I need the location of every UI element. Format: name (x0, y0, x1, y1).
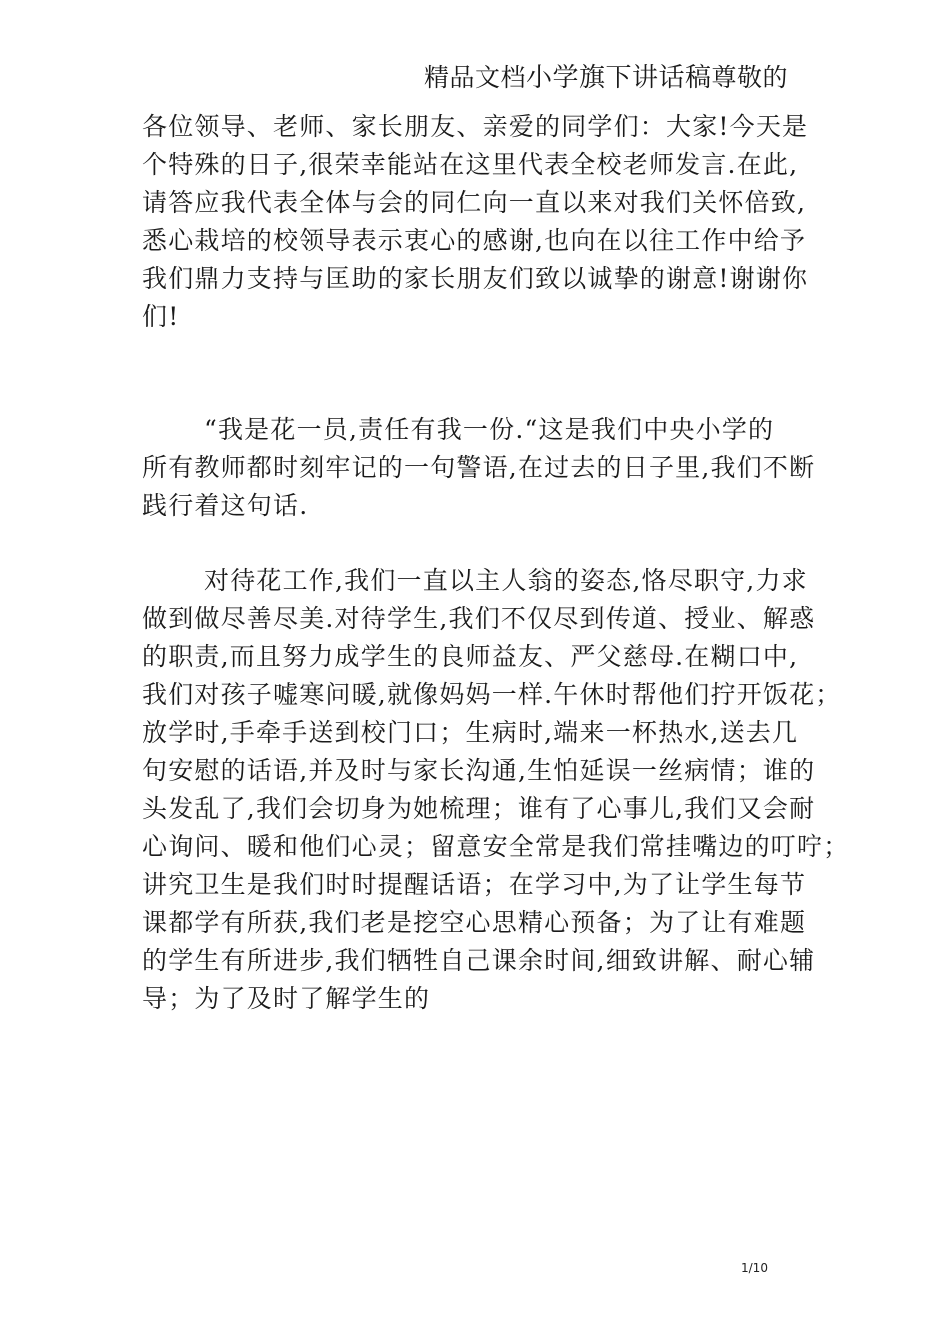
paragraph-line: 们! (142, 302, 180, 331)
paragraph-line: 我们对孩子嘘寒问暖,就像妈妈一样.午休时帮他们拧开饭花； (142, 680, 842, 709)
paragraph-line: 头发乱了,我们会切身为她梳理；谁有了心事儿,我们又会耐 (142, 794, 816, 823)
paragraph-line: 我们鼎力支持与匡助的家长朋友们致以诚挚的谢意!谢谢你 (142, 264, 809, 293)
paragraph-line: “我是花一员,责任有我一份.“这是我们中央小学的 (204, 415, 775, 444)
paragraph-1 (142, 108, 832, 336)
paragraph-line: 各位领导、老师、家长朋友、亲爱的同学们：大家!今天是 (142, 112, 809, 141)
document-title: 小学旗下讲话稿 (526, 63, 712, 93)
paragraph-line: 的职责,而且努力成学生的良师益友、严父慈母.在糊口中, (142, 642, 799, 671)
paragraph-3 (142, 562, 850, 1018)
paragraph-line: 做到做尽善尽美.对待学生,我们不仅尽到传道、授业、解惑 (142, 604, 816, 633)
page-number: 1/10 (741, 1261, 768, 1275)
paragraph-line: 课都学有所获,我们老是挖空心思精心预备；为了让有难题 (142, 908, 807, 937)
header-line (424, 60, 788, 96)
header-suffix: 尊敬的 (711, 63, 789, 92)
paragraph-line: 个特殊的日子,很荣幸能站在这里代表全校老师发言.在此, (142, 150, 799, 179)
paragraph-line: 讲究卫生是我们时时提醒话语；在学习中,为了让学生每节 (142, 870, 807, 899)
paragraph-line: 践行着这句话. (142, 491, 309, 520)
paragraph-line: 导；为了及时了解学生的 (142, 984, 431, 1013)
paragraph-line: 请答应我代表全体与会的同仁向一直以来对我们关怀倍致, (142, 188, 807, 217)
paragraph-line: 悉心栽培的校领导表示衷心的感谢,也向在以往工作中给予 (142, 226, 807, 255)
paragraph-line: 心询问、暖和他们心灵；留意安全常是我们常挂嘴边的叮咛； (142, 832, 850, 861)
paragraph-line: 的学生有所进步,我们牺牲自己课余时间,细致讲解、耐心辅 (142, 946, 816, 975)
paragraph-2 (142, 411, 832, 525)
paragraph-line: 放学时,手牵手送到校门口；生病时,端来一杯热水,送去几 (142, 718, 799, 747)
paragraph-line: 对待花工作,我们一直以主人翁的姿态,恪尽职守,力求 (204, 566, 808, 595)
paragraph-line: 句安慰的话语,并及时与家长沟通,生怕延误一丝病情；谁的 (142, 756, 816, 785)
header-prefix: 精品文档 (424, 63, 527, 92)
paragraph-line: 所有教师都时刻牢记的一句警语,在过去的日子里,我们不断 (142, 453, 816, 482)
